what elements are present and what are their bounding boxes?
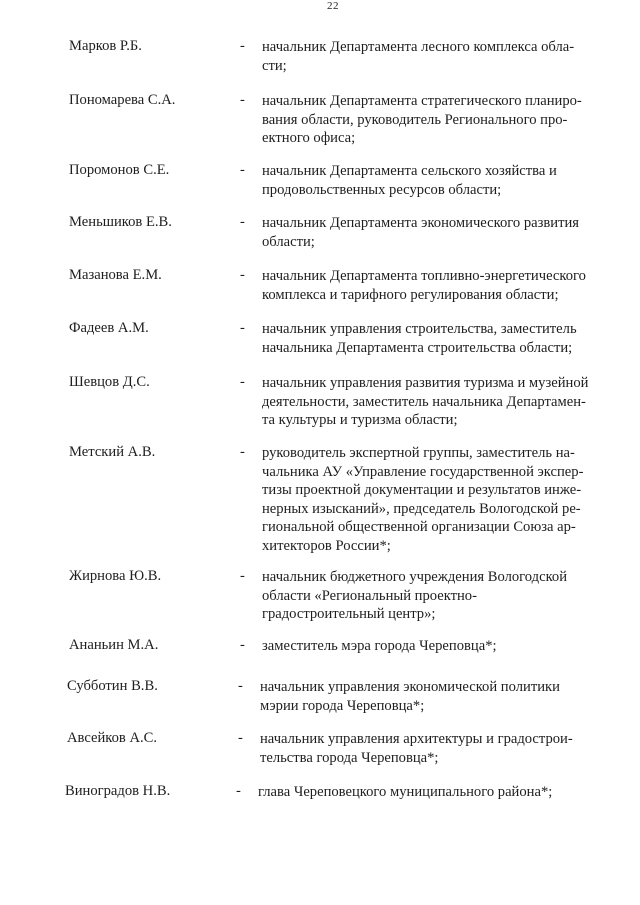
member-name: Субботин В.В.	[67, 678, 158, 694]
page-number: 22	[327, 0, 339, 12]
member-name: Марков Р.Б.	[69, 38, 142, 54]
dash-separator: -	[240, 320, 245, 336]
member-name: Фадеев А.М.	[69, 320, 149, 336]
dash-separator: -	[240, 92, 245, 108]
dash-separator: -	[240, 568, 245, 584]
member-name: Поромонов С.Е.	[69, 162, 170, 178]
dash-separator: -	[236, 783, 241, 799]
member-position: начальник Департамента стратегического планиро- вания области, руководитель Регионального про- ектного офиса;	[262, 93, 582, 146]
member-name: Метский А.В.	[69, 444, 156, 460]
member-position: начальник Департамента сельского хозяйства и продовольственных ресурсов области;	[262, 163, 557, 198]
dash-separator: -	[240, 38, 245, 54]
member-name: Виноградов Н.В.	[65, 783, 171, 799]
member-position: начальник Департамента лесного комплекса обла- сти;	[262, 39, 575, 74]
dash-separator: -	[240, 214, 245, 230]
member-position: начальник бюджетного учреждения Вологодской области «Региональный проектно- градостроительный центр»;	[262, 569, 568, 622]
member-position: начальник управления развития туризма и музейной деятельности, заместитель начальника Департамен- та культуры и туризма области;	[262, 375, 589, 428]
member-name: Жирнова Ю.В.	[69, 568, 162, 584]
member-name: Пономарева С.А.	[69, 92, 176, 108]
member-position: руководитель экспертной группы, заместитель на- чальника АУ «Управление государственной экспер- тизы проектной документации и результатов инже- нерных изысканий», председатель Вологодской ре- гиональной общественной организации Союза ар- хитекторов России*;	[262, 445, 584, 554]
member-name: Меньшиков Е.В.	[69, 214, 172, 230]
dash-separator: -	[240, 637, 245, 653]
dash-separator: -	[238, 678, 243, 694]
member-position: начальник управления экономической политики мэрии города Череповца*;	[260, 679, 560, 714]
member-name: Ананьин М.А.	[69, 637, 159, 653]
member-position: начальник управления строительства, заместитель начальника Департамента строительства области;	[262, 321, 577, 356]
dash-separator: -	[238, 730, 243, 746]
dash-separator: -	[240, 444, 245, 460]
member-position: начальник Департамента экономического развития области;	[262, 215, 579, 250]
member-position: начальник управления архитектуры и градострои- тельства города Череповца*;	[260, 731, 573, 766]
member-position: глава Череповецкого муниципального района*;	[258, 784, 553, 800]
dash-separator: -	[240, 267, 245, 283]
member-name: Шевцов Д.С.	[69, 374, 150, 390]
member-name: Мазанова Е.М.	[69, 267, 162, 283]
dash-separator: -	[240, 374, 245, 390]
member-position: заместитель мэра города Череповца*;	[262, 638, 497, 654]
member-name: Авсейков А.С.	[67, 730, 158, 746]
dash-separator: -	[240, 162, 245, 178]
member-position: начальник Департамента топливно-энергетического комплекса и тарифного регулирования области;	[262, 268, 586, 303]
